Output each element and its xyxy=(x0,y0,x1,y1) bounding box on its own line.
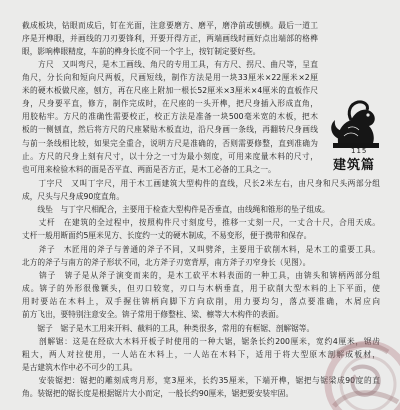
text-line: 前方飞出，要特别注意安全。锛子常用于修整柱、梁、檩等大木构件的表面。 xyxy=(22,310,284,319)
text-line: 截成板块，钻眼而成后，钉在光面，注意要磨方、磨平，磨净前或刨横。最后一道工 xyxy=(22,21,318,30)
text-line: 用时要站在木料上，双手握住锛柄向脚下方向砍削，用力要均匀，落点要准确，木屑应向 xyxy=(22,297,380,306)
text-line: 米的硬木板做尺座，刨方，再在尺座上附加一根长52厘米×3厘米×4厘米的直板作尺 xyxy=(22,86,318,95)
text-line: 安装锯把：锯把的雕刻成弯月形，宽3厘米，长约35厘米，下端开榫，锯把与锯梁成90度的直 xyxy=(22,376,380,385)
text-line: 也可用来检验木料的面是否平直、两面是否方正，是木工必备的工具之一。 xyxy=(22,165,276,174)
text-line: 成，尺头与尺身成90度直角。 xyxy=(22,192,125,201)
text-line: 方尺 又叫弯尺，是木工画线、角尺的专用工具，有方尺、拐尺、曲尺等，呈直 xyxy=(22,60,318,69)
text-line: 锛子 锛子是从斧子演变而来的，是木工砍平木料表面的一种工具，由锛头和锛柄两部分组 xyxy=(22,271,380,280)
text-line: 眼，影响榫眼精度，车前的榫身长度不同一个字上，按钉制定要好些。 xyxy=(22,47,261,56)
text-line: 用胶粘牢。方尺的准确性需要校正，校正方法是准备一块500毫米宽的木板，把木 xyxy=(22,112,318,121)
text-line: 斧子 木匠用的斧子与普通的斧子不同，又叫劈斧，主要用于砍削木料，是木工的重要工具。 xyxy=(22,245,380,254)
page-number: 115 xyxy=(351,147,368,155)
text-line: 序是开榫眼，并画线的刀刃要锋利，开要开得方正，两端画线时画好点出端部的格榫 xyxy=(22,34,318,43)
text-line: 北方的斧子与南方的斧子形状不同，北方斧子刃宽背厚，南方斧子刃窄身长（见图）。 xyxy=(22,258,311,267)
text-line: 线坠 与丁字尺相配合，主要用于检查大型构件是否垂直，由线绳和锥形的坠子组成。 xyxy=(22,205,330,214)
text-line: 丁字尺 又叫丁字尺，用于木工画建筑大型构件的直线，尺长2米左右，由尺身和尺头两部分组 xyxy=(22,179,380,188)
text-line: 丈杆一般用断面约5厘米见方、长度约一丈的硬木制成，不易变形，便于携带和保存。 xyxy=(22,231,312,240)
ornament-eye xyxy=(366,113,369,116)
text-line: 成。锛子的外形很像镢头，但刃口较宽，刃口与木柄垂直，用于砍削大型木料的上下平面，使 xyxy=(22,284,380,293)
text-line: 止。方尺的尺身上刻有尺寸，以十分之一寸为最小刻度，可用来度量木料的尺寸， xyxy=(22,152,318,161)
chapter-ornament-image xyxy=(326,98,384,150)
text-line: 身，尺身要平直，修方，制作完成时，在尺座的一头开榫，把尺身插入形成直角， xyxy=(22,99,318,108)
text-line: 板的一侧刨直，然后将方尺的尺座紧贴木板直边，沿尺身画一条线，再翻转尺身画线 xyxy=(22,125,318,134)
text-line: 丈杆 在建筑的全过程中，按照构件尺寸刻度号，推移一丈刻一尺，一丈合十尺，合用天成。 xyxy=(22,218,380,227)
text-line: 角。装锯把的锯长度是根据锯片大小而定，一般长约90厘米，锯把要安装牢固。 xyxy=(22,389,294,398)
text-line: 与前一条线相比较，如果完全重合，说明方尺是准确的，否则需要修整，直到准确为 xyxy=(22,139,318,148)
text-line: 剖解锯：这是在经砍大木料开板子时使用的一种大锯，锯条长约200厘米，宽约4厘米，锯齿 xyxy=(22,337,380,346)
section-title: 建筑篇 xyxy=(333,158,376,173)
text-line: 是古建筑木作中必不可少的工具。 xyxy=(22,363,138,372)
text-line: 角尺，分长向和短向尺两板，尺画短线，制作方法是用一块33厘米×22厘米×2厘 xyxy=(22,73,318,82)
text-line: 锯子 锯子是木工用来开料、截料的工具，种类很多，常用的有框锯、剖解锯等。 xyxy=(22,324,315,333)
text-line: 粗大，两人对拉使用，一人站在木料上，一人站在木料下，适用于将大型原木剖解成板材， xyxy=(22,350,380,359)
